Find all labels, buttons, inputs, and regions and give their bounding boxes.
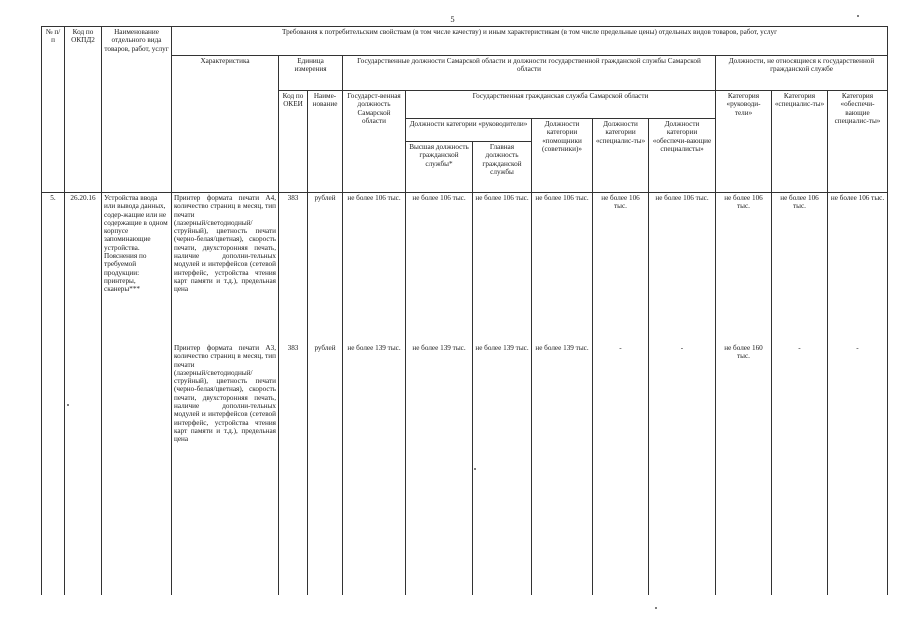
header-civil-service: Государственная гражданская служба Самарской области: [406, 91, 716, 119]
header-characteristic: Характеристика: [172, 56, 279, 193]
scan-speck: [655, 607, 657, 609]
scan-speck: [474, 468, 476, 470]
header-unit-name: Наиме-нование: [308, 91, 343, 193]
item-spec: Принтер формата печати А3, количество страниц в месяц, тип печати (лазерный/светодиодный/ струйный), цветность печати (черно-белая/цветная), скорость печати, двухсторонняя печать, наличие дополни-тельных модулей и интерфейсов (сетевой интерфейс, устройства чтения карт памяти и т.д.), предельная цена: [172, 343, 279, 595]
item-unit: рублей: [308, 193, 343, 344]
item-okei: 383: [279, 193, 308, 344]
value-cell: не более 106 тыс.: [343, 193, 406, 344]
header-okei: Код по ОКЕИ: [279, 91, 308, 193]
item-okei: 383: [279, 343, 308, 595]
header-ncat-heads: Категория «руководи-тели»: [716, 91, 772, 193]
scan-speck: [67, 404, 69, 406]
row-name: Устройства ввода или вывода данных, содер-жащие или не содержащие в одном корпусе запоминающие устройства. Пояснения по требуемой продукции: принтеры, сканеры***: [102, 193, 172, 596]
value-cell: не более 106 тыс.: [532, 193, 593, 344]
value-cell: -: [772, 343, 828, 595]
scan-speck: [857, 15, 859, 17]
value-cell: не более 139 тыс.: [473, 343, 532, 595]
value-cell: не более 106 тыс.: [772, 193, 828, 344]
value-cell: не более 139 тыс.: [406, 343, 473, 595]
value-cell: не более 106 тыс.: [406, 193, 473, 344]
header-code: Код по ОКПД2: [65, 27, 102, 193]
header-gov-positions: Государственные должности Самарской области и должности государственной гражданской службы Самарской области: [343, 56, 716, 91]
table-row: [42, 193, 888, 344]
header-state-position: Государст-венная должность Самарской области: [343, 91, 406, 193]
item-unit: рублей: [308, 343, 343, 595]
header-requirements: Требования к потребительским свойствам (в том числе качеству) и иным характеристикам (в том числе предельные цены) отдельных видов товаров, работ, услуг: [172, 27, 888, 56]
row-code: 26.20.16: [65, 193, 102, 596]
value-cell: не более 106 тыс.: [593, 193, 649, 344]
header-num: № п/п: [42, 27, 65, 193]
header-cat-heads: Должности категории «руководители»: [406, 119, 532, 142]
value-cell: не более 106 тыс.: [828, 193, 888, 344]
value-cell: не более 139 тыс.: [343, 343, 406, 595]
row-num: 5.: [42, 193, 65, 596]
item-spec: Принтер формата печати А4, количество страниц в месяц, тип печати (лазерный/светодиодный/ струйный), цветность печати (черно-белая/цветная), скорость печати, двухсторонняя печать, наличие дополни-тельных модулей и интерфейсов (сетевой интерфейс, устройства чтения карт памяти и т.д.), предельная цена: [172, 193, 279, 344]
header-cat-helpers: Должности категории «помощники (советники)»: [532, 119, 593, 193]
value-cell: -: [828, 343, 888, 595]
value-cell: не более 106 тыс.: [649, 193, 716, 344]
header-cat-support: Должности категории «обеспечи-вающие специалисты»: [649, 119, 716, 193]
header-higher: Высшая должность гражданской службы*: [406, 142, 473, 193]
header-unit: Единица измерения: [279, 56, 343, 91]
header-ncat-support: Категория «обеспечи-вающие специалис-ты»: [828, 91, 888, 193]
value-cell: -: [593, 343, 649, 595]
page-number: 5: [450, 14, 455, 24]
header-main: Главная должность гражданской службы: [473, 142, 532, 193]
requirements-table: [41, 26, 888, 595]
value-cell: не более 106 тыс.: [473, 193, 532, 344]
value-cell: не более 160 тыс.: [716, 343, 772, 595]
header-ncat-specialists: Категория «специалис-ты»: [772, 91, 828, 193]
header-cat-specialists: Должности категории «специалис-ты»: [593, 119, 649, 193]
value-cell: не более 106 тыс.: [716, 193, 772, 344]
value-cell: -: [649, 343, 716, 595]
header-not-gov: Должности, не относящиеся к государственной гражданской службе: [716, 56, 888, 91]
value-cell: не более 139 тыс.: [532, 343, 593, 595]
header-name: Наименование отдельного вида товаров, работ, услуг: [102, 27, 172, 193]
